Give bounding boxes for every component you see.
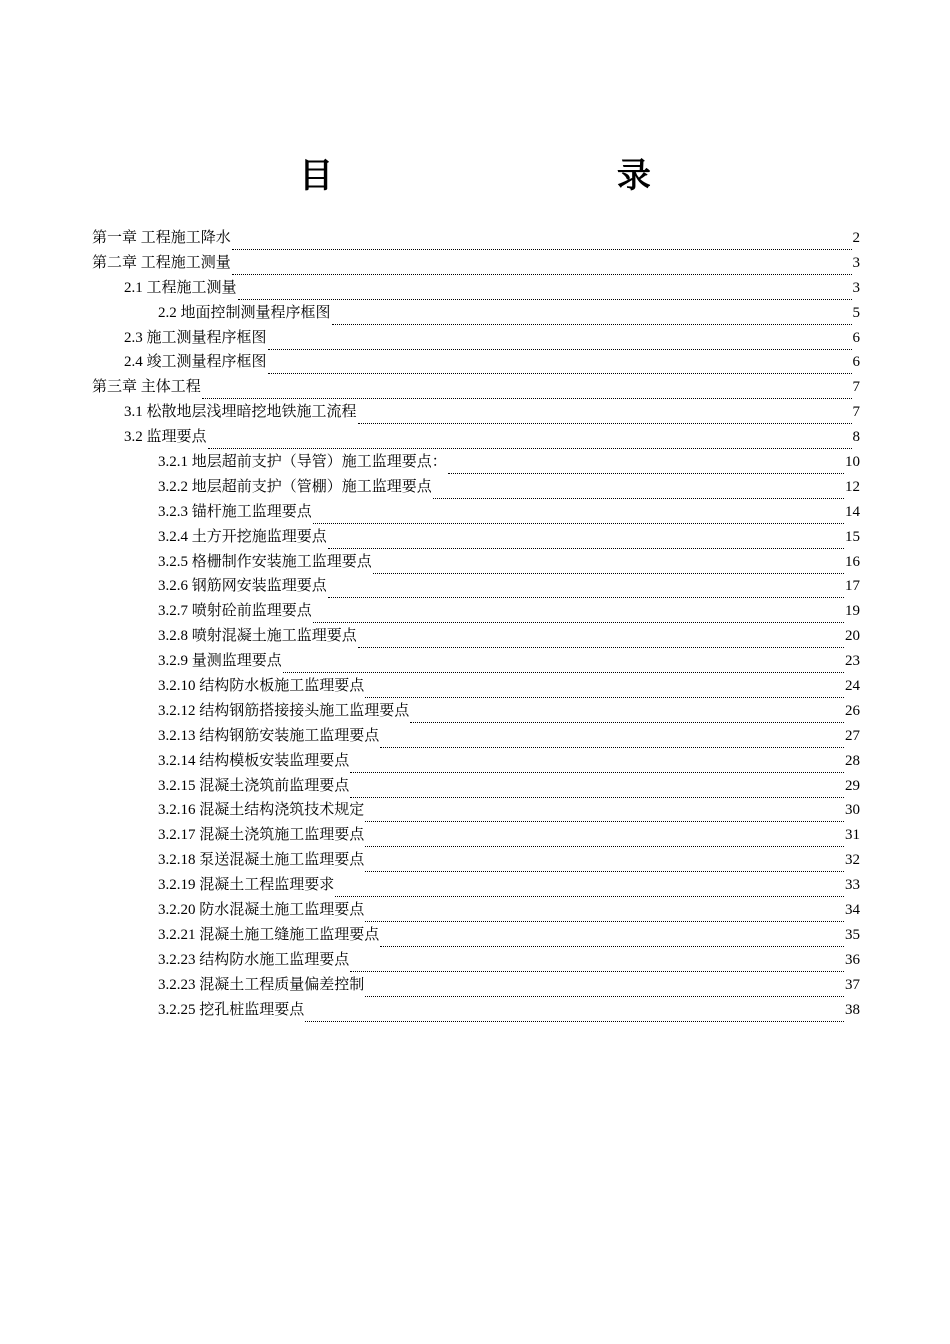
toc-dot-leader bbox=[365, 807, 844, 822]
toc-entry-label: 3.2.20 防水混凝土施工监理要点 bbox=[158, 902, 365, 919]
toc-entry-page-number: 38 bbox=[845, 1001, 860, 1018]
toc-entry-page-number: 34 bbox=[845, 902, 860, 919]
toc-entry-page-number: 24 bbox=[845, 678, 860, 695]
toc-entry[interactable] bbox=[92, 873, 860, 898]
toc-entry-label: 2.1 工程施工测量 bbox=[124, 279, 237, 296]
toc-entry[interactable] bbox=[92, 375, 860, 400]
toc-entry[interactable] bbox=[92, 301, 860, 326]
toc-entry-label: 3.2.13 结构钢筋安装施工监理要点 bbox=[158, 727, 380, 744]
toc-entry-page-number: 19 bbox=[845, 603, 860, 620]
toc-entry-label: 3.2 监理要点 bbox=[124, 429, 207, 446]
toc-entry-label: 3.2.18 泵送混凝土施工监理要点 bbox=[158, 852, 365, 869]
toc-dot-leader bbox=[433, 484, 844, 499]
toc-entry-page-number: 5 bbox=[852, 304, 860, 321]
toc-entry[interactable] bbox=[92, 848, 860, 873]
toc-entry-label: 3.2.23 混凝土工程质量偏差控制 bbox=[158, 976, 365, 993]
toc-entry[interactable] bbox=[92, 226, 860, 251]
toc-entry-page-number: 6 bbox=[852, 354, 860, 371]
toc-dot-leader bbox=[305, 1007, 844, 1022]
toc-entry-page-number: 6 bbox=[852, 329, 860, 346]
toc-entry-label: 3.2.19 混凝土工程监理要求 bbox=[158, 877, 335, 894]
toc-entry-page-number: 29 bbox=[845, 777, 860, 794]
toc-entry-page-number: 10 bbox=[845, 454, 860, 471]
toc-entry-label: 3.2.12 结构钢筋搭接接头施工监理要点 bbox=[158, 702, 410, 719]
toc-entry-label: 2.4 竣工测量程序框图 bbox=[124, 354, 267, 371]
toc-dot-leader bbox=[268, 359, 852, 374]
toc-entry[interactable] bbox=[92, 500, 860, 525]
toc-entry-page-number: 33 bbox=[845, 877, 860, 894]
toc-entry[interactable] bbox=[92, 898, 860, 923]
toc-dot-leader bbox=[313, 509, 844, 524]
toc-entry[interactable] bbox=[92, 550, 860, 575]
toc-entry-page-number: 16 bbox=[845, 553, 860, 570]
toc-entry-page-number: 23 bbox=[845, 653, 860, 670]
toc-entry[interactable] bbox=[92, 774, 860, 799]
toc-entry[interactable] bbox=[92, 724, 860, 749]
toc-entry-page-number: 32 bbox=[845, 852, 860, 869]
toc-entry-page-number: 2 bbox=[852, 230, 860, 246]
toc-dot-leader bbox=[410, 708, 844, 723]
toc-entry-page-number: 12 bbox=[845, 478, 860, 495]
toc-dot-leader bbox=[350, 758, 844, 773]
toc-entry[interactable] bbox=[92, 599, 860, 624]
toc-entry-page-number: 7 bbox=[852, 379, 860, 396]
toc-entry-label: 3.2.1 地层超前支护（导管）施工监理要点： bbox=[158, 454, 447, 471]
toc-dot-leader bbox=[328, 534, 844, 549]
toc-entry-label: 3.2.7 喷射砼前监理要点 bbox=[158, 603, 312, 620]
toc-entry[interactable] bbox=[92, 948, 860, 973]
toc-entry-label: 3.2.15 混凝土浇筑前监理要点 bbox=[158, 777, 350, 794]
toc-dot-leader bbox=[365, 907, 844, 922]
toc-dot-leader bbox=[328, 583, 844, 598]
toc-entry[interactable] bbox=[92, 450, 860, 475]
toc-entry-page-number: 17 bbox=[845, 578, 860, 595]
toc-dot-leader bbox=[380, 733, 844, 748]
toc-entry-label: 2.2 地面控制测量程序框图 bbox=[158, 304, 331, 321]
toc-entry-label: 第一章 工程施工降水 bbox=[92, 230, 231, 246]
toc-entry-label: 3.2.14 结构模板安装监理要点 bbox=[158, 752, 350, 769]
toc-entry[interactable] bbox=[92, 823, 860, 848]
toc-dot-leader bbox=[373, 559, 844, 574]
toc-entry-label: 2.3 施工测量程序框图 bbox=[124, 329, 267, 346]
toc-entry-label: 3.2.16 混凝土结构浇筑技术规定 bbox=[158, 802, 365, 819]
toc-entry-label: 3.2.3 锚杆施工监理要点 bbox=[158, 503, 312, 520]
toc-dot-leader bbox=[332, 310, 852, 325]
toc-entry[interactable] bbox=[92, 574, 860, 599]
table-of-contents bbox=[92, 226, 860, 1023]
toc-dot-leader bbox=[365, 857, 844, 872]
toc-entry-label: 第三章 主体工程 bbox=[92, 379, 201, 396]
toc-entry[interactable] bbox=[92, 326, 860, 351]
toc-entry[interactable] bbox=[92, 649, 860, 674]
toc-dot-leader bbox=[232, 235, 852, 250]
toc-entry-page-number: 31 bbox=[845, 827, 860, 844]
toc-dot-leader bbox=[208, 434, 852, 449]
toc-dot-leader bbox=[238, 285, 852, 300]
toc-entry[interactable] bbox=[92, 251, 860, 276]
toc-dot-leader bbox=[365, 683, 844, 698]
toc-entry-label: 3.1 松散地层浅埋暗挖地铁施工流程 bbox=[124, 404, 357, 421]
toc-dot-leader bbox=[365, 832, 844, 847]
toc-entry[interactable] bbox=[92, 749, 860, 774]
toc-entry-label: 3.2.9 量测监理要点 bbox=[158, 653, 282, 670]
toc-entry-label: 3.2.25 挖孔桩监理要点 bbox=[158, 1001, 305, 1018]
toc-dot-leader bbox=[358, 633, 844, 648]
toc-entry-page-number: 8 bbox=[852, 429, 860, 446]
toc-entry-page-number: 20 bbox=[845, 628, 860, 645]
toc-entry[interactable] bbox=[92, 400, 860, 425]
toc-dot-leader bbox=[380, 932, 844, 947]
toc-dot-leader bbox=[448, 459, 844, 474]
toc-entry-label: 3.2.8 喷射混凝土施工监理要点 bbox=[158, 628, 357, 645]
toc-dot-leader bbox=[350, 783, 844, 798]
toc-entry-page-number: 30 bbox=[845, 802, 860, 819]
toc-entry-page-number: 26 bbox=[845, 702, 860, 719]
toc-dot-leader bbox=[283, 658, 844, 673]
toc-entry-label: 3.2.23 结构防水施工监理要点 bbox=[158, 951, 350, 968]
toc-entry[interactable] bbox=[92, 475, 860, 500]
toc-entry-label: 3.2.10 结构防水板施工监理要点 bbox=[158, 678, 365, 695]
toc-entry-label: 3.2.2 地层超前支护（管棚）施工监理要点 bbox=[158, 478, 432, 495]
toc-entry[interactable] bbox=[92, 699, 860, 724]
toc-entry-page-number: 35 bbox=[845, 926, 860, 943]
toc-entry[interactable] bbox=[92, 798, 860, 823]
toc-entry[interactable] bbox=[92, 998, 860, 1023]
toc-dot-leader bbox=[232, 260, 852, 275]
toc-entry[interactable] bbox=[92, 276, 860, 301]
toc-entry-page-number: 3 bbox=[852, 254, 860, 271]
page-title: 目 录 bbox=[299, 156, 787, 196]
toc-entry-page-number: 37 bbox=[845, 976, 860, 993]
toc-entry-label: 3.2.17 混凝土浇筑施工监理要点 bbox=[158, 827, 365, 844]
toc-entry-label: 3.2.6 钢筋网安装监理要点 bbox=[158, 578, 327, 595]
toc-entry-label: 3.2.21 混凝土施工缝施工监理要点 bbox=[158, 926, 380, 943]
toc-entry[interactable] bbox=[92, 624, 860, 649]
toc-entry[interactable] bbox=[92, 525, 860, 550]
toc-dot-leader bbox=[350, 957, 844, 972]
toc-dot-leader bbox=[202, 384, 852, 399]
toc-entry[interactable] bbox=[92, 973, 860, 998]
toc-dot-leader bbox=[365, 982, 844, 997]
toc-entry-page-number: 15 bbox=[845, 528, 860, 545]
toc-entry-page-number: 27 bbox=[845, 727, 860, 744]
toc-entry-page-number: 3 bbox=[852, 279, 860, 296]
toc-entry-label: 3.2.5 格栅制作安装施工监理要点 bbox=[158, 553, 372, 570]
toc-dot-leader bbox=[335, 882, 844, 897]
toc-entry-page-number: 14 bbox=[845, 503, 860, 520]
toc-entry-page-number: 7 bbox=[852, 404, 860, 421]
toc-entry[interactable] bbox=[92, 350, 860, 375]
toc-entry-label: 3.2.4 土方开挖施监理要点 bbox=[158, 528, 327, 545]
toc-entry-page-number: 36 bbox=[845, 951, 860, 968]
toc-entry[interactable] bbox=[92, 425, 860, 450]
toc-dot-leader bbox=[358, 409, 852, 424]
toc-entry[interactable] bbox=[92, 674, 860, 699]
toc-dot-leader bbox=[313, 608, 844, 623]
toc-entry-label: 第二章 工程施工测量 bbox=[92, 254, 231, 271]
toc-entry-page-number: 28 bbox=[845, 752, 860, 769]
toc-entry[interactable] bbox=[92, 923, 860, 948]
toc-dot-leader bbox=[268, 335, 852, 350]
